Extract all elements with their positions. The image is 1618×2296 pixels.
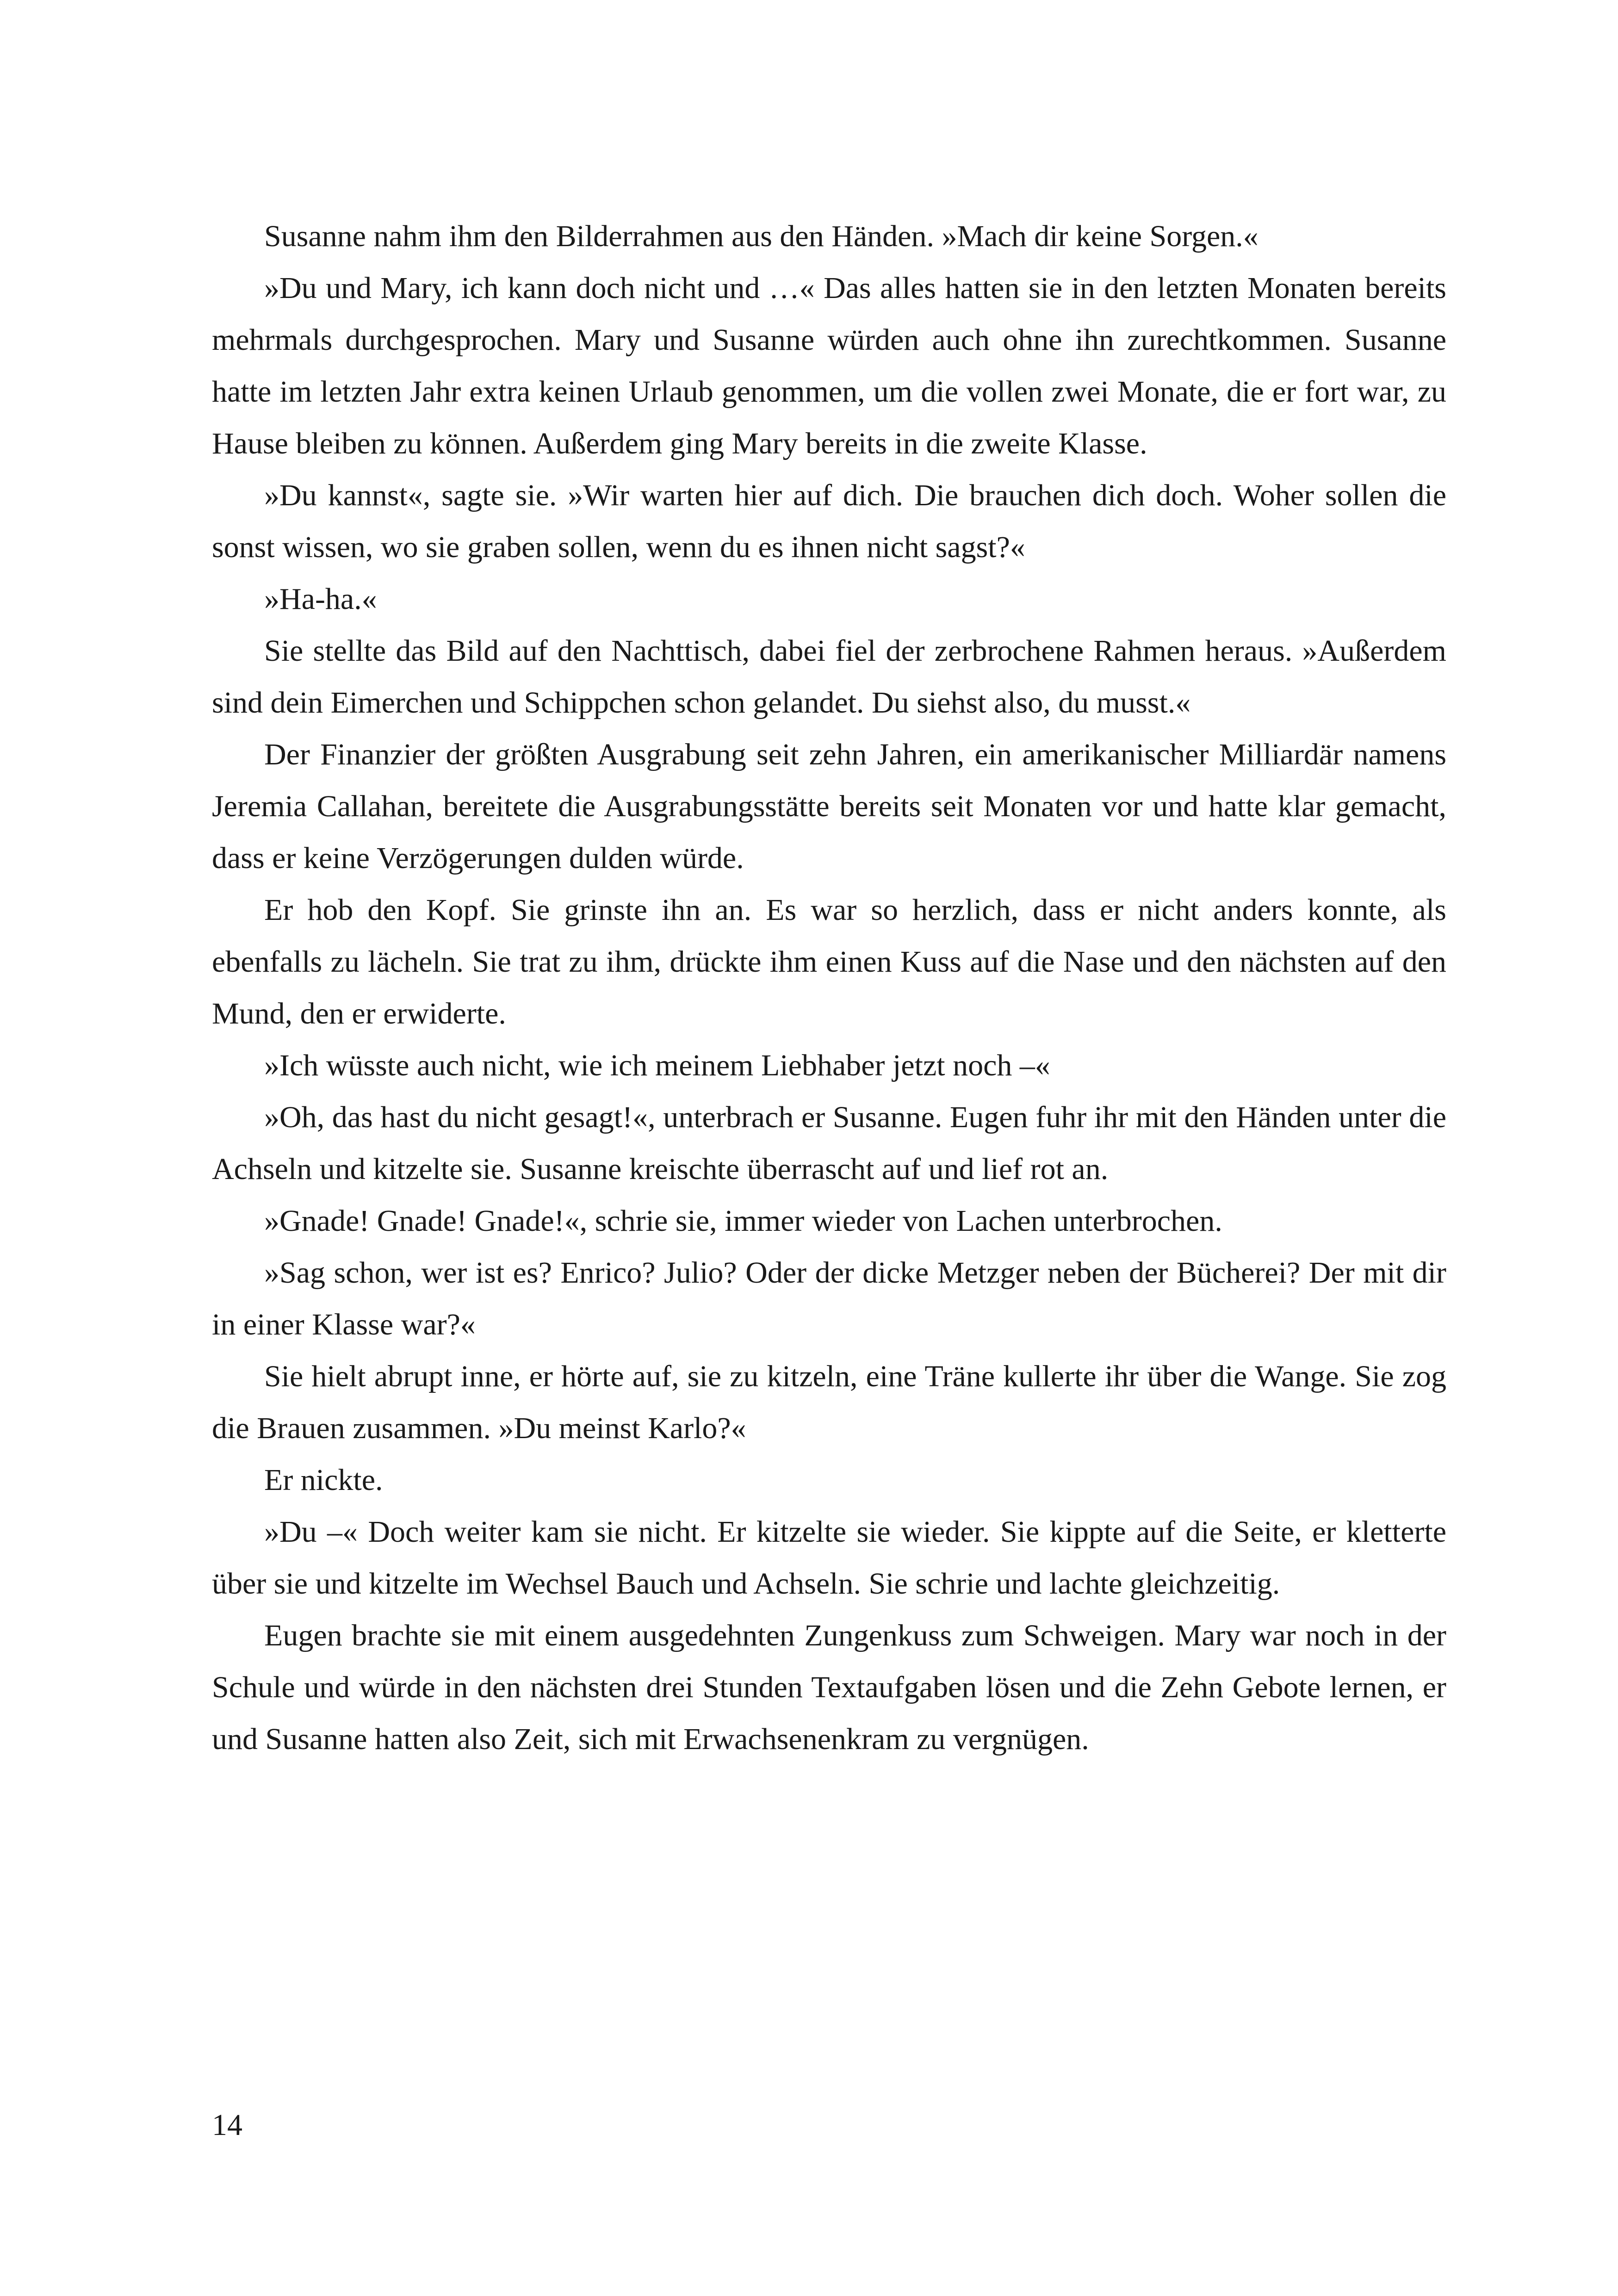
paragraph: »Du kannst«, sagte sie. »Wir warten hier auf dich. Die brauchen dich doch. Woher sollen die sonst wissen, wo sie graben sollen, wenn du es ihnen nicht sagst?« — [212, 478, 1446, 564]
body-text — [212, 211, 1446, 1765]
paragraph: »Du –« Doch weiter kam sie nicht. Er kitzelte sie wieder. Sie kippte auf die Seite, er kletterte über sie und kitzelte im Wechsel Bauch und Achseln. Sie schrie und lachte gleichzeitig. — [212, 1515, 1446, 1601]
paragraph: »Ich wüsste auch nicht, wie ich meinem Liebhaber jetzt noch –« — [264, 1049, 1050, 1082]
paragraph: Sie hielt abrupt inne, er hörte auf, sie zu kitzeln, eine Träne kullerte ihr über die Wange. Sie zog die Brauen zusammen. »Du meinst Karlo?« — [212, 1359, 1446, 1445]
paragraph: Der Finanzier der größten Ausgrabung seit zehn Jahren, ein amerikanischer Milliardär namens Jeremia Callahan, bereitete die Ausgrabungsstätte bereits seit Monaten vor und hatte klar gemacht, dass er keine Verzögerungen dulden würde. — [212, 738, 1446, 875]
paragraph: Sie stellte das Bild auf den Nachttisch, dabei fiel der zerbrochene Rahmen heraus. »Außerdem sind dein Eimerchen und Schippchen schon gelandet. Du siehst also, du musst.« — [212, 634, 1446, 720]
paragraph: Er nickte. — [264, 1463, 383, 1497]
paragraph: »Sag schon, wer ist es? Enrico? Julio? Oder der dicke Metzger neben der Bücherei? Der mit dir in einer Klasse war?« — [212, 1256, 1446, 1341]
paragraph: Er hob den Kopf. Sie grinste ihn an. Es war so herzlich, dass er nicht anders konnte, als ebenfalls zu lächeln. Sie trat zu ihm, drückte ihm einen Kuss auf die Nase und den nächsten auf den Mund, den er erwiderte. — [212, 893, 1446, 1030]
page-number: 14 — [212, 2108, 242, 2142]
paragraph: Susanne nahm ihm den Bilderrahmen aus den Händen. »Mach dir keine Sorgen.« — [264, 219, 1258, 253]
paragraph: Eugen brachte sie mit einem ausgedehnten Zungenkuss zum Schweigen. Mary war noch in der Schule und würde in den nächsten drei Stunden Textaufgaben lösen und die Zehn Gebote lernen, er und Susanne hatten also Zeit, sich mit Erwachsenenkram zu vergnügen. — [212, 1619, 1446, 1756]
paragraph: »Ha-ha.« — [264, 582, 377, 616]
paragraph: »Gnade! Gnade! Gnade!«, schrie sie, immer wieder von Lachen unterbrochen. — [264, 1204, 1222, 1238]
paragraph: »Oh, das hast du nicht gesagt!«, unterbrach er Susanne. Eugen fuhr ihr mit den Händen unter die Achseln und kitzelte sie. Susanne kreischte überrascht auf und lief rot an. — [212, 1100, 1446, 1186]
paragraph: »Du und Mary, ich kann doch nicht und …« Das alles hatten sie in den letzten Monaten bereits mehrmals durchgesprochen. Mary und Susanne würden auch ohne ihn zurechtkommen. Susanne hatte im letzten Jahr extra keinen Urlaub genommen, um die vollen zwei Monate, die er fort war, zu Hause bleiben zu können. Außerdem ging Mary bereits in die zweite Klasse. — [212, 271, 1446, 460]
